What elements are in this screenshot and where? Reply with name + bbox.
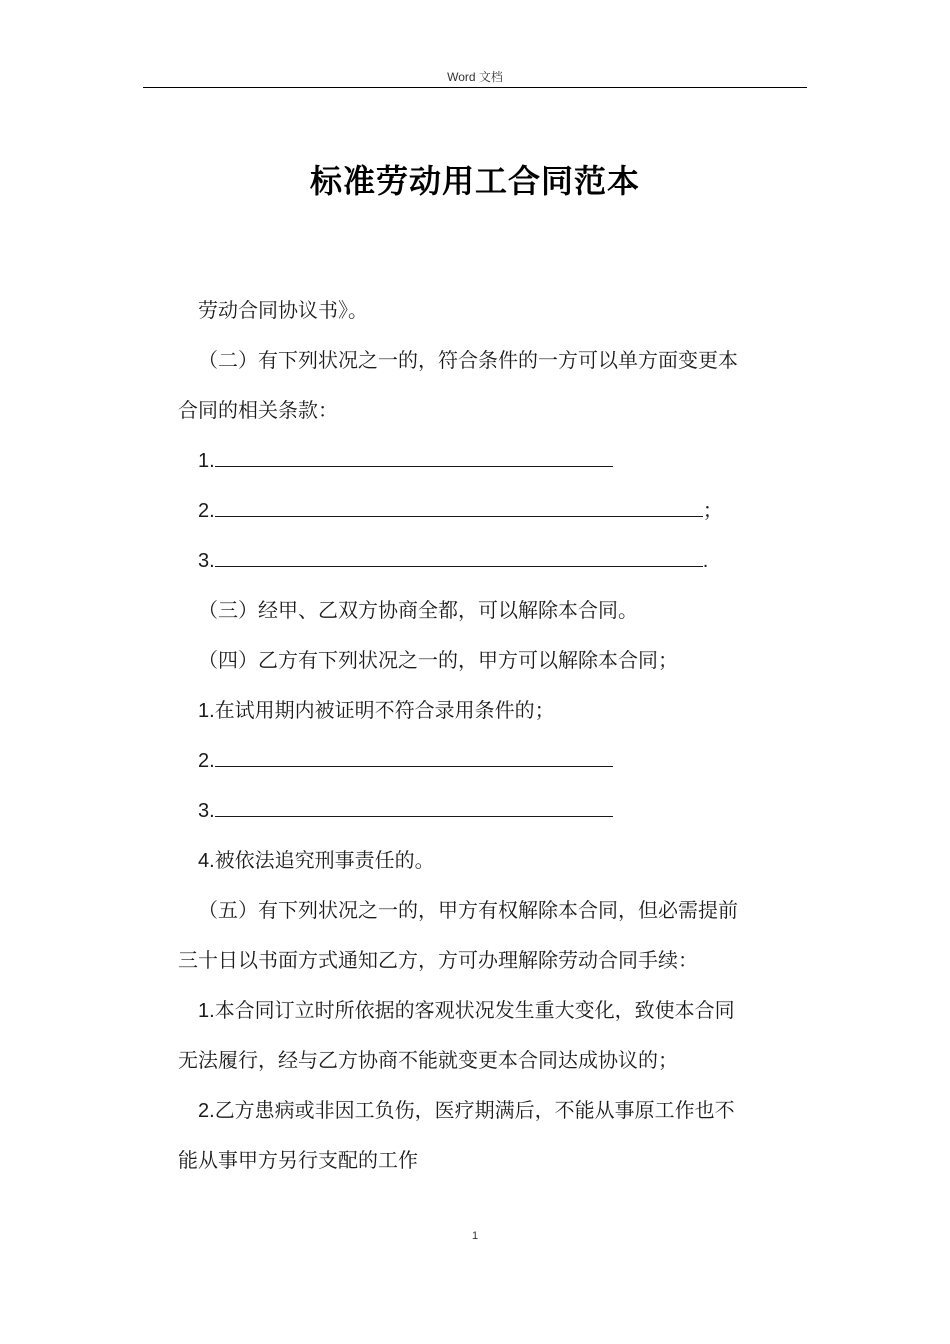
paragraph-line: [198, 596, 638, 624]
item-number: 1.: [198, 700, 215, 722]
item-number: 3.: [198, 800, 215, 822]
paragraph-line: [178, 1046, 678, 1074]
paragraph-text: 无法履行，经与乙方协商不能就变更本合同达成协议的；: [178, 1048, 678, 1072]
item-text: 在试用期内被证明不符合录用条件的；: [214, 698, 555, 722]
blank-item: [198, 796, 613, 825]
list-item: [198, 1096, 735, 1125]
paragraph-line: [178, 946, 698, 974]
paragraph-line: [198, 646, 678, 674]
item-number: 3.: [198, 550, 215, 572]
paragraph-line: [198, 346, 738, 374]
blank-item: [198, 496, 723, 525]
paragraph-line: [198, 296, 368, 324]
paragraph-text: 能从事甲方另行支配的工作: [178, 1148, 418, 1172]
list-item: [198, 846, 435, 875]
item-ending: ；: [702, 498, 723, 522]
fill-in-blank: [215, 448, 613, 467]
paragraph-text: （二）有下列状况之一的，符合条件的一方可以单方面变更本: [198, 348, 738, 372]
paragraph-text: （五）有下列状况之一的，甲方有权解除本合同，但必需提前: [198, 898, 738, 922]
paragraph-line: [178, 1146, 418, 1174]
item-text: 乙方患病或非因工负伤，医疗期满后，不能从事原工作也不: [214, 1098, 735, 1122]
list-item: [198, 996, 735, 1025]
paragraph-line: [198, 896, 738, 924]
document-title: 标准劳动用工合同范本: [309, 162, 640, 200]
paragraph-text: （三）经甲、乙双方协商全都，可以解除本合同。: [198, 598, 638, 622]
paragraph-text: 合同的相关条款：: [178, 398, 338, 422]
fill-in-blank: [215, 748, 613, 767]
fill-in-blank: [215, 798, 613, 817]
paragraph-text: 劳动合同协议书》。: [198, 298, 368, 322]
item-number: 1.: [198, 450, 215, 472]
item-number: 2.: [198, 1100, 215, 1122]
list-item: [198, 696, 555, 725]
item-number: 2.: [198, 750, 215, 772]
blank-item: [198, 446, 613, 475]
blank-item: [198, 746, 613, 775]
item-text: 被依法追究刑事责任的。: [214, 848, 435, 872]
paragraph-text: 三十日以书面方式通知乙方，方可办理解除劳动合同手续：: [178, 948, 698, 972]
paragraph-text: （四）乙方有下列状况之一的，甲方可以解除本合同；: [198, 648, 678, 672]
blank-item: [198, 546, 708, 575]
page-header: Word 文档: [447, 70, 503, 84]
item-ending: .: [702, 550, 709, 572]
fill-in-blank: [215, 548, 703, 567]
item-number: 2.: [198, 500, 215, 522]
paragraph-line: [178, 396, 338, 424]
item-number: 4.: [198, 850, 215, 872]
item-number: 1.: [198, 1000, 215, 1022]
item-text: 本合同订立时所依据的客观状况发生重大变化，致使本合同: [214, 998, 735, 1022]
header-rule: [143, 87, 807, 88]
page-number: 1: [471, 1230, 479, 1242]
fill-in-blank: [215, 498, 703, 517]
